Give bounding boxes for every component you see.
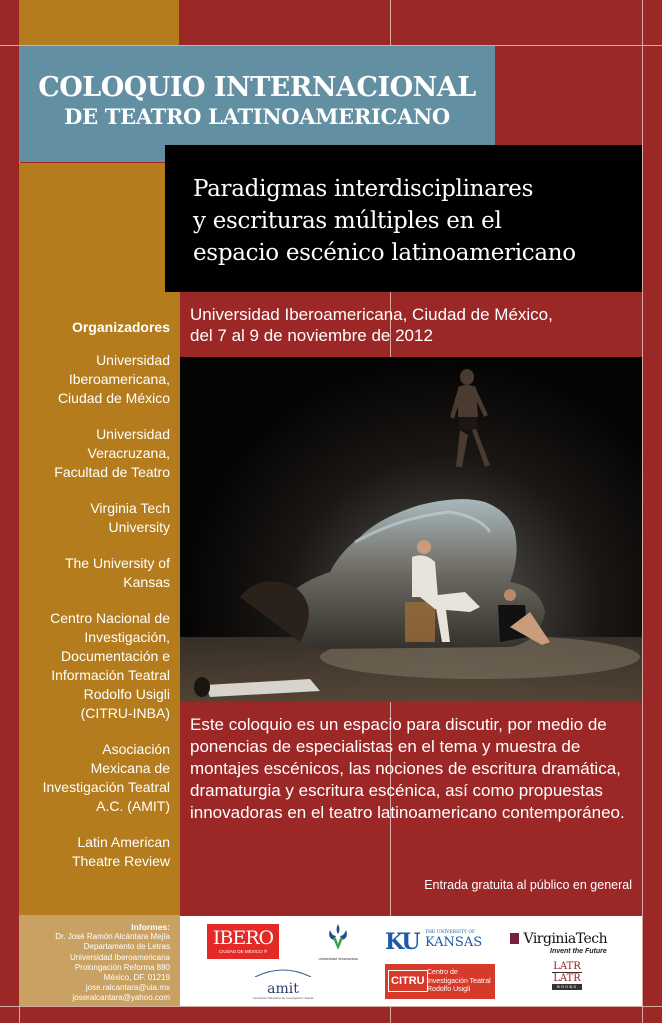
subtitle-line-2: y escrituras múltiples en el — [193, 208, 502, 234]
organizer-item — [10, 425, 170, 482]
organizer-line: Theatre Review — [71, 853, 170, 869]
title-line-2: DE TEATRO LATINOAMERICANO — [64, 104, 450, 129]
organizer-item — [10, 554, 170, 592]
organizer-item — [10, 740, 170, 816]
stage-scene-illustration — [180, 357, 642, 702]
dates-line: del 7 al 9 de noviembre de 2012 — [190, 326, 433, 345]
organizer-line: University — [108, 519, 170, 535]
organizers-list — [10, 318, 170, 888]
organizer-line: Universidad — [96, 352, 170, 368]
contact-line: jose.ralcantara@uia.mx — [85, 983, 170, 993]
subtitle-line-1: Paradigmas interdisciplinares — [193, 176, 534, 202]
subtitle-box — [165, 145, 642, 292]
organizers-heading: Organizadores — [71, 319, 170, 335]
organizer-line: Investigación, — [84, 629, 170, 645]
organizers-column — [19, 163, 180, 1006]
ibero-logo: IBERO CIUDAD DE MÉXICO ® — [207, 924, 279, 959]
title-line-1: COLOQUIO INTERNACIONAL — [38, 72, 476, 103]
contact-line: México, DF. 01219 — [103, 973, 170, 983]
organizer-line: (CITRU-INBA) — [80, 705, 170, 721]
gold-block-top — [19, 0, 179, 45]
organizer-item — [10, 499, 170, 537]
organizer-line: Veracruzana, — [87, 445, 170, 461]
organizer-line: Centro Nacional de — [50, 610, 170, 626]
latr-logo: LATR LATR BOOKS — [553, 961, 581, 989]
organizer-line: Virginia Tech — [90, 500, 170, 516]
organizer-line: Latin American — [77, 834, 170, 850]
organizer-line: Ciudad de México — [57, 390, 170, 406]
organizer-line: A.C. (AMIT) — [96, 798, 170, 814]
organizer-item — [10, 351, 170, 408]
contact-info-box — [19, 915, 180, 1006]
amit-arc-icon — [253, 967, 313, 977]
organizer-line: Información Teatral — [51, 667, 170, 683]
virginia-tech-logo: VirginiaTech Invent the Future — [510, 930, 620, 960]
organizer-line: Iberoamericana, — [68, 371, 170, 387]
organizer-item — [10, 833, 170, 871]
subtitle-line-3: espacio escénico latinoamericano — [193, 240, 576, 266]
organizer-line: Asociación — [102, 741, 170, 757]
organizer-item — [10, 609, 170, 723]
organizer-line: The University of — [64, 555, 170, 571]
free-entry-note: Entrada gratuita al público en general — [424, 878, 632, 892]
contact-line: Prolongación Reforma 880 — [74, 962, 170, 972]
organizer-line: Facultad de Teatro — [54, 464, 170, 480]
ku-logo: KU THE UNIVERSITY OF KANSAS — [385, 929, 483, 955]
contact-line: joseralcantara@yahoo.com — [72, 993, 170, 1003]
organizer-line: Kansas — [123, 574, 170, 590]
organizer-line: Universidad — [96, 426, 170, 442]
venue-line: Universidad Iberoamericana, Ciudad de México, — [190, 305, 553, 324]
organizer-line: Documentación e — [61, 648, 170, 664]
vt-shield-icon — [510, 933, 519, 944]
grid-line — [642, 0, 643, 1023]
venue-dates — [190, 304, 553, 346]
grid-line — [0, 1006, 662, 1007]
stage-photo — [180, 357, 642, 702]
uv-logo: Universidad Veracruzana — [308, 924, 368, 960]
contact-line: Universidad Iberoamericana — [69, 952, 170, 962]
event-description: Este coloquio es un espacio para discutir, por medio de ponencias de especialistas en el tema y muestra de montajes escénicos, las nociones de escritura dramática, dramaturgia y escritura escénica, así como propuestas innovadoras en el teatro latinoamericano contemporáneo. — [190, 715, 625, 822]
sponsor-logos — [180, 916, 642, 1006]
fleur-de-lis-icon — [326, 924, 350, 952]
contact-line: Departamento de Letras — [83, 942, 170, 952]
organizer-line: Mexicana de — [90, 760, 170, 776]
amit-logo: amit Asociación Mexicana de Investigación Teatral — [248, 964, 318, 1000]
organizer-line: Investigación Teatral — [42, 779, 170, 795]
contact-heading: Informes: — [131, 922, 170, 932]
contact-line: Dr. José Ramón Alcántara Mejía — [55, 932, 170, 942]
citru-logo: CITRU Centro de Investigación Teatral Rodolfo Usigli — [385, 964, 495, 999]
organizer-line: Rodolfo Usigli — [83, 686, 170, 702]
